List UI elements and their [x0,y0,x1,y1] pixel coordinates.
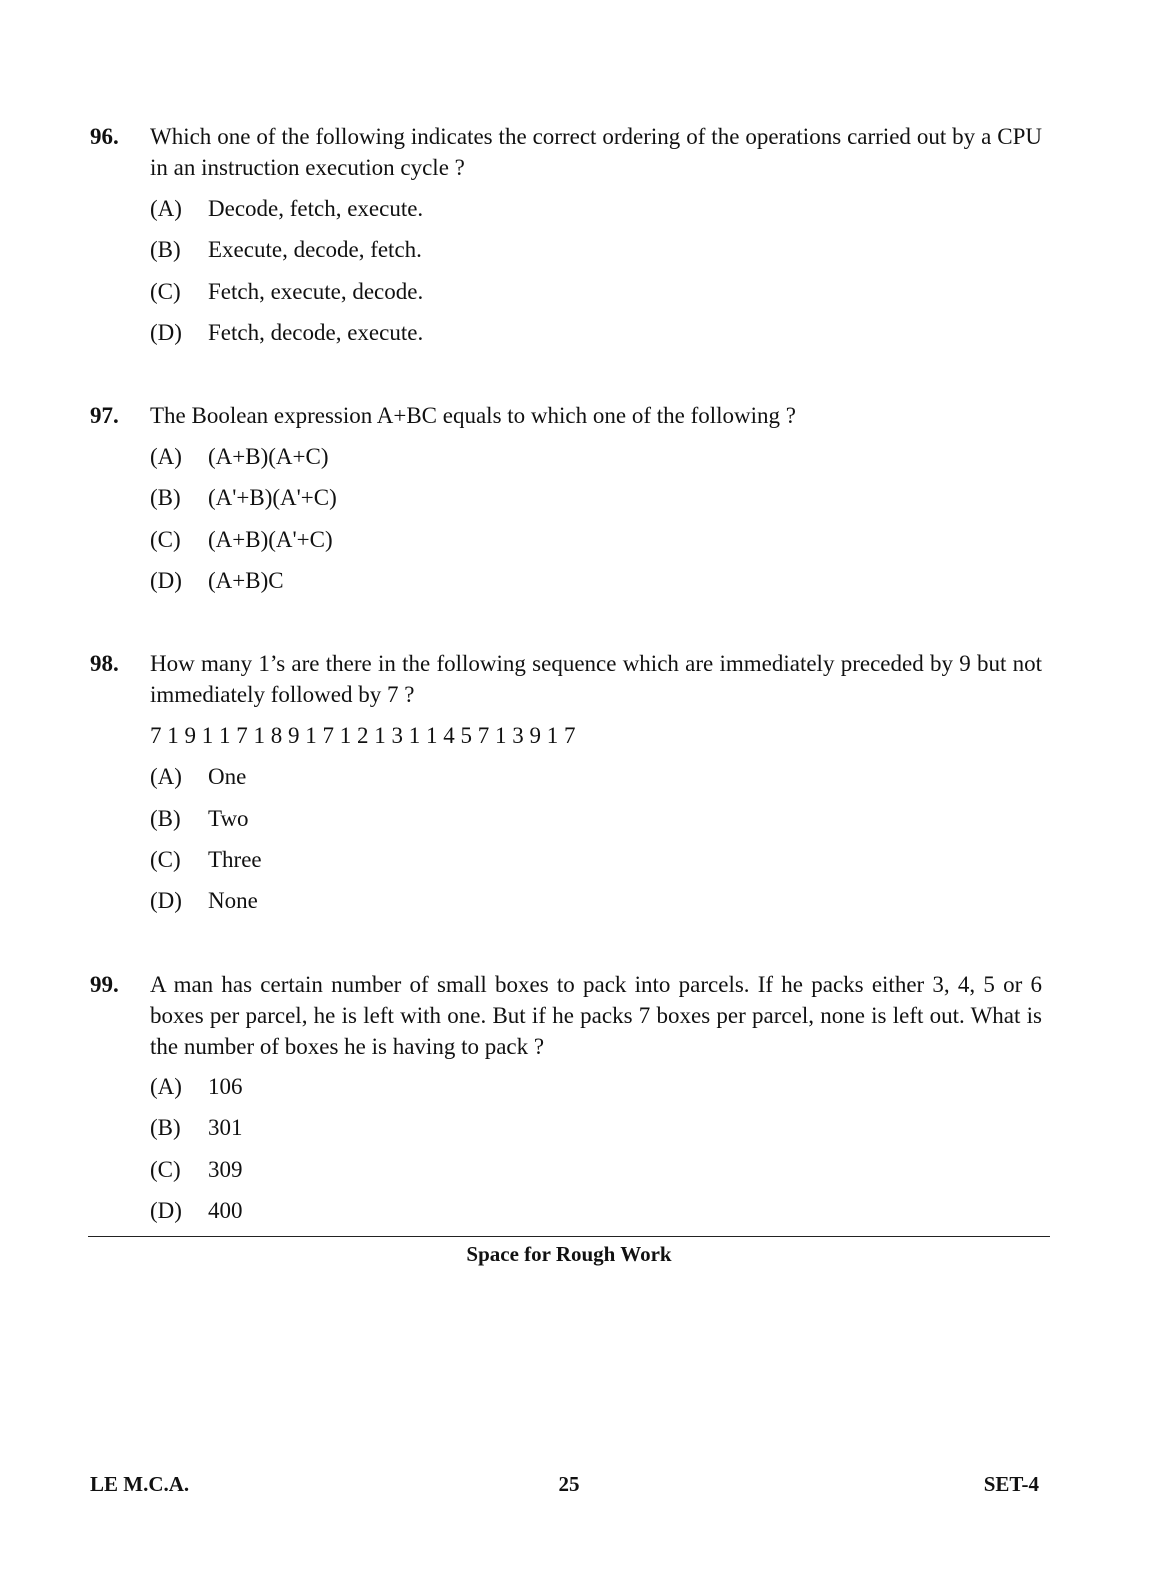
option-97-c [150,525,333,555]
question-number: 97. [90,403,119,428]
option-text: Fetch, decode, execute. [208,320,424,345]
option-letter: (C) [150,279,181,304]
option-98-d [150,886,258,916]
option-97-a [150,442,328,472]
option-text: (A+B)(A+C) [208,444,329,469]
option-text: 301 [208,1115,243,1140]
option-98-a [150,762,246,792]
option-text: Decode, fetch, execute. [208,196,424,221]
option-letter: (D) [150,568,182,593]
option-letter: (A) [150,1074,182,1099]
option-letter: (C) [150,847,181,872]
option-text: 400 [208,1198,243,1223]
option-letter: (C) [150,527,181,552]
question-text: A man has certain number of small boxes to pack into parcels. If he packs either 3, 4, 5 or 6 boxes per parcel, he is left with one. But if he packs 7 boxes per parcel, none is left out. What is the number of boxes he is having to pack ? [150,972,1042,1059]
option-99-b [150,1113,243,1143]
option-letter: (B) [150,485,181,510]
option-96-c [150,277,423,307]
option-letter: (B) [150,806,181,831]
option-96-d [150,318,423,348]
option-text: (A+B)C [208,568,284,593]
option-98-b [150,804,249,834]
option-99-d [150,1196,243,1226]
option-99-a [150,1072,243,1102]
question-text: How many 1’s are there in the following sequence which are immediately preceded by 9 but not immediately followed by 7 ? [150,651,1042,707]
option-letter: (D) [150,888,182,913]
footer-set-code: SET-4 [983,1472,1039,1496]
footer-exam-code: LE M.C.A. [90,1472,190,1496]
option-text: 106 [208,1074,243,1099]
option-96-b [150,235,422,265]
question-number: 96. [90,124,119,149]
footer-page-number: 25 [558,1472,580,1496]
option-text: (A'+B)(A'+C) [208,485,337,510]
option-text: Fetch, execute, decode. [208,279,424,304]
number-sequence: 7 1 9 1 1 7 1 8 9 1 7 1 2 1 3 1 1 4 5 7 1 3 9 1 7 [150,723,576,748]
option-99-c [150,1155,243,1185]
option-letter: (C) [150,1157,181,1182]
option-98-c [150,845,262,875]
option-text: (A+B)(A'+C) [208,527,333,552]
question-text: The Boolean expression A+BC equals to which one of the following ? [150,403,796,428]
question-number: 99. [90,972,119,997]
divider-line [88,1236,1050,1237]
option-letter: (A) [150,764,182,789]
question-text: Which one of the following indicates the correct ordering of the operations carried out by a CPU in an instruction execution cycle ? [150,124,1042,180]
option-text: 309 [208,1157,243,1182]
rough-work-label: Space for Rough Work [466,1242,672,1266]
option-letter: (D) [150,1198,182,1223]
option-text: One [208,764,247,789]
option-letter: (A) [150,444,182,469]
option-96-a [150,194,423,224]
option-text: Two [208,806,249,831]
option-letter: (A) [150,196,182,221]
option-text: Execute, decode, fetch. [208,237,422,262]
option-97-b [150,483,337,513]
question-number: 98. [90,651,119,676]
option-letter: (B) [150,237,181,262]
option-text: Three [208,847,262,872]
option-letter: (B) [150,1115,181,1140]
option-97-d [150,566,284,596]
option-letter: (D) [150,320,182,345]
option-text: None [208,888,258,913]
